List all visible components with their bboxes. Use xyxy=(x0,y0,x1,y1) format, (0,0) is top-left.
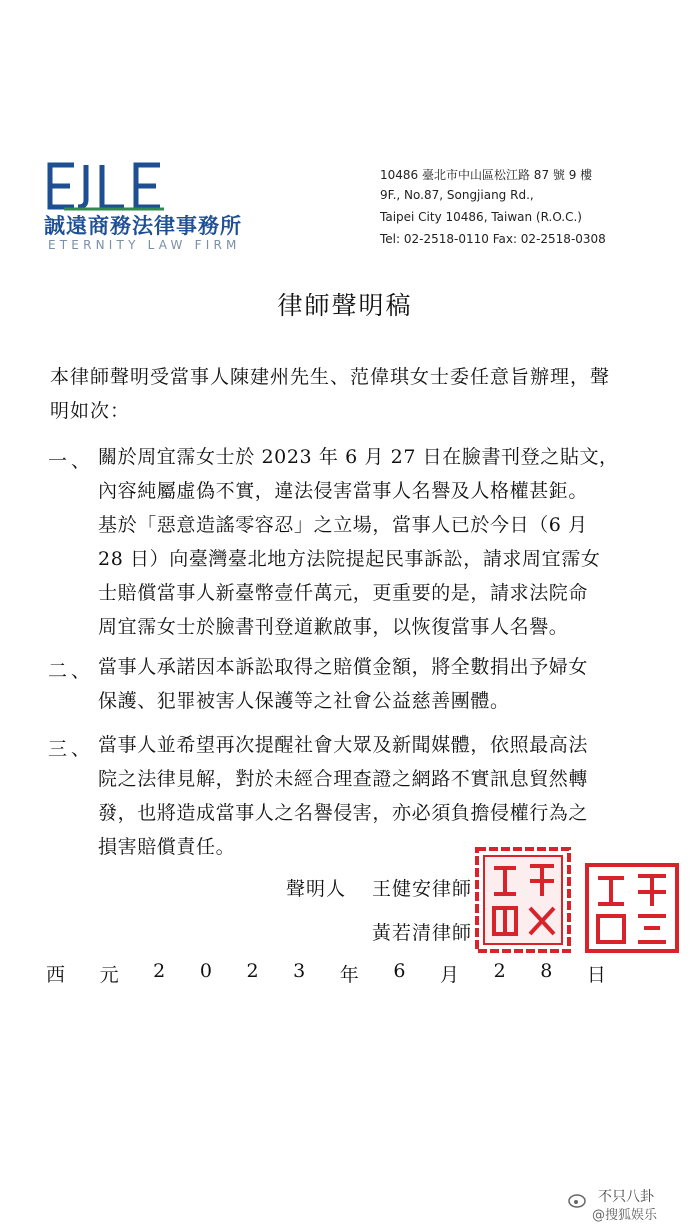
lawyer-seal-1-icon xyxy=(474,846,572,954)
watermark-text-1: 不只八卦 xyxy=(598,1189,654,1205)
item-line: 士賠償當事人新臺幣壹仟萬元，更重要的是，請求法院命 xyxy=(98,582,589,604)
item-line: 發，也將造成當事人之名譽侵害，亦必須負擔侵權行為之 xyxy=(98,802,589,824)
contact-line: Tel: 02-2518-0110 Fax: 02-2518-0308 xyxy=(380,232,606,246)
item-number: 一、 xyxy=(48,450,95,472)
signer-name-1: 王健安律師 xyxy=(372,878,473,900)
intro-line-1: 本律師聲明受當事人陳建州先生、范偉琪女士委任意旨辦理，聲 xyxy=(50,366,611,388)
item-line: 周宜霈女士於臉書刊登道歉啟事，以恢復當事人名譽。 xyxy=(98,616,569,638)
address-line-3: Taipei City 10486, Taiwan (R.O.C.) xyxy=(380,210,582,224)
item-number: 二、 xyxy=(48,660,95,682)
item-line: 損害賠償責任。 xyxy=(98,836,236,858)
date-char: 8 xyxy=(540,960,553,982)
item-number: 三、 xyxy=(48,738,95,760)
item-line: 當事人並希望再次提醒社會大眾及新聞媒體，依照最高法 xyxy=(98,734,589,756)
date-char: 日 xyxy=(586,964,606,986)
signer-label: 聲明人 xyxy=(286,878,347,900)
signer-name-2: 黃若清律師 xyxy=(372,922,473,944)
date-char: 0 xyxy=(199,960,212,982)
document-title: 律師聲明稿 xyxy=(277,291,413,320)
item-line: 28 日）向臺灣臺北地方法院提起民事訴訟，請求周宜霈女 xyxy=(98,548,601,570)
firm-logo-icon xyxy=(44,160,172,212)
item-line: 當事人承諾因本訴訟取得之賠償金額，將全數捐出予婦女 xyxy=(98,656,589,678)
address-line-1: 10486 臺北市中山區松江路 87 號 9 樓 xyxy=(380,168,593,182)
weibo-logo-icon xyxy=(568,1192,588,1208)
address-line-2: 9F., No.87, Songjiang Rd., xyxy=(380,188,534,202)
item-line: 內容純屬虛偽不實，違法侵害當事人名譽及人格權甚鉅。 xyxy=(98,480,589,502)
intro-line-2: 明如次： xyxy=(50,400,131,422)
date-char: 元 xyxy=(99,964,119,986)
date-char: 3 xyxy=(293,960,306,982)
firm-name-cn: 誠遠商務法律事務所 xyxy=(44,213,242,238)
item-line: 院之法律見解，對於未經合理查證之網路不實訊息貿然轉 xyxy=(98,768,589,790)
item-line: 保護、犯罪被害人保護等之社會公益慈善團體。 xyxy=(98,690,510,712)
date-char: 6 xyxy=(393,960,406,982)
item-line: 基於「惡意造謠零容忍」之立場，當事人已於今日（6 月 xyxy=(98,514,588,536)
date-char: 月 xyxy=(440,964,460,986)
watermark-text-2: @搜狐娱乐 xyxy=(592,1208,658,1223)
item-line: 關於周宜霈女士於 2023 年 6 月 27 日在臉書刊登之貼文， xyxy=(98,446,619,468)
date-row xyxy=(46,960,606,987)
date-char: 2 xyxy=(246,960,259,982)
date-char: 年 xyxy=(339,964,359,986)
lawyer-seal-2-icon xyxy=(584,862,680,954)
date-char: 西 xyxy=(46,964,66,986)
date-char: 2 xyxy=(153,960,166,982)
firm-name-en: ETERNITY LAW FIRM xyxy=(48,238,241,252)
date-char: 2 xyxy=(493,960,506,982)
